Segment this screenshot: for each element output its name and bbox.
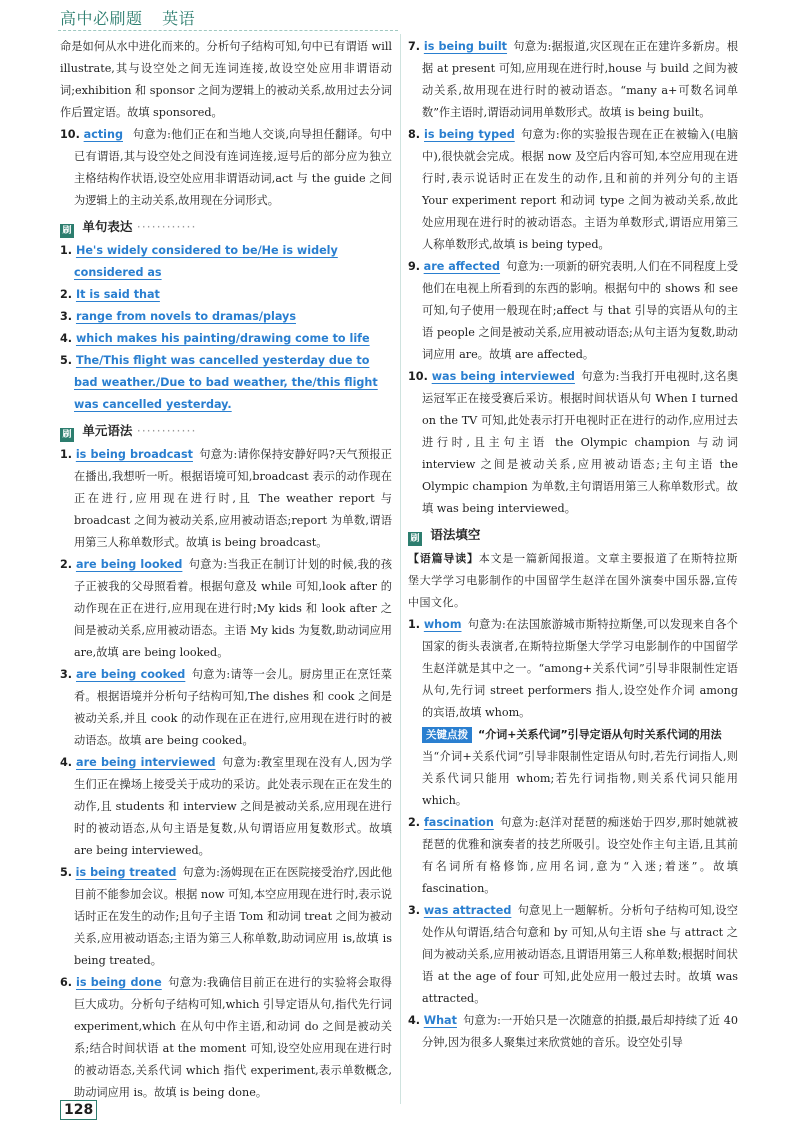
answer: range from novels to dramas/plays [75, 310, 296, 323]
grammar-item [60, 554, 392, 664]
grammar-item [408, 36, 738, 124]
dots-decoration: ············ [136, 219, 197, 234]
answer: are being looked [75, 558, 183, 571]
answer: The/This flight was cancelled yesterday due to bad weather./Due to bad weather, the/this flight was cancelled yesterday. [74, 354, 378, 411]
left-column [60, 36, 392, 1104]
item-number: 1. [60, 448, 73, 461]
key-point-badge: 关键点拨 [422, 727, 472, 743]
item-number: 1. [408, 618, 421, 631]
lead-label: 【语篇导读】 [408, 552, 479, 565]
section-heading-grammar-cloze [408, 524, 738, 546]
item-number: 10. [408, 370, 428, 383]
explanation: 句意为:当我打开电视时,这名奥运冠军正在接受赛后采访。根据时间状语从句 When I turned on the TV 可知,此处表示打开电视时正在进行的动作,应用过去进行时,且主句主语 the Olympic champion 与动词 interview 之间是被动关系,应用被动语态;主句主语 the Olympic champion 为单数,主句谓语用第三人称单数形式。故填 was being interviewed。 [422, 370, 739, 515]
section-title: 语法填空 [430, 527, 481, 542]
intro-paragraph: 命是如何从水中进化而来的。分析句子结构可知,句中已有谓语 will illustrate,其与设空处之间无连词连接,故设空处应用非谓语动词;exhibition 和 sponsor 之间为逻辑上的被动关系,故用过去分词作后置定语。故填 sponsored。 [60, 40, 392, 119]
item-number: 2. [408, 816, 421, 829]
answer: is being treated [75, 866, 177, 879]
section-heading-sentence-expression [60, 216, 392, 238]
item-number: 6. [60, 976, 73, 989]
grammar-item [60, 664, 392, 752]
grammar-item [60, 752, 392, 862]
page-number: 128 [60, 1100, 97, 1120]
explanation: 句意见上一题解析。分析句子结构可知,设空处作从句谓语,结合句意和 by 可知,从句主语 she 与 attract 之间为被动关系,应用被动语态,且谓语用第三人称单数;根据时间状语 at the age of four 可知,此处应用一般过去时。故填 was attracted。 [422, 904, 738, 1005]
answer: He's widely considered to be/He is widely considered as [74, 244, 338, 279]
item-number: 1. [60, 244, 73, 257]
item-number: 5. [60, 354, 73, 367]
explanation: 句意为:他们正在和当地人交谈,向导担任翻译。句中已有谓语,其与设空处之间没有连词连接,逗号后的部分应为独立主格结构作状语,设空处应用非谓语动词,act 与 the guide 之间为逻辑上的主动关系,故用现在分词形式。 [74, 128, 392, 207]
answer: which makes his painting/drawing come to life [75, 332, 370, 345]
explanation: 句意为:请等一会儿。厨房里正在烹饪菜肴。根据语境并分析句子结构可知,The dishes 和 cook 之间是被动关系,并且 cook 的动作现在正在进行,应用现在进行时的被动语态。故填 are being cooked。 [74, 668, 392, 747]
item-number: 7. [408, 40, 421, 53]
explanation: 句意为:据报道,灾区现在正在建许多新房。根据 at present 可知,应用现在进行时,house 与 build 之间为被动关系,故用现在进行时的被动语态。“many a+可数名词单数”作主语时,谓语动词用单数形式。故填 is being built。 [422, 40, 739, 119]
list-item [60, 306, 392, 328]
explanation: 句意为:赵洋对琵琶的痴迷始于四岁,那时她就被琵琶的优雅和演奏者的技艺所吸引。设空处作主句主语,且其前有名词所有格修饰,应用名词,意为“入迷;着迷”。故填 fascination。 [422, 816, 739, 895]
key-point-text: 当“介词+关系代词”引导非限制性定语从句时,若先行词指人,则关系代词只能用 whom;若先行词指物,则关系代词只能用 which。 [422, 750, 738, 807]
answer: are affected [423, 260, 501, 273]
list-item [60, 350, 392, 416]
explanation: 句意为:当我正在制订计划的时候,我的孩子正被我的父母照看着。根据句意及 while 可知,look after 的动作现在正在进行,应用现在进行时;My kids 和 look after 之间是被动关系,应用被动语态。主语 My kids 为复数,助动词应用 are,故填 are being looked。 [74, 558, 393, 659]
answer: are being interviewed [76, 756, 216, 769]
brush-icon: 刷 [60, 224, 74, 238]
cloze-item [408, 812, 738, 900]
answer: What [423, 1014, 457, 1027]
answer: acting [83, 128, 123, 141]
brush-icon: 刷 [408, 532, 422, 546]
answer: whom [423, 618, 462, 631]
grammar-item [408, 124, 738, 256]
explanation: 句意为:教室里现在没有人,因为学生们正在操场上接受关于成功的采访。此处表示现在正在发生的动作,且 students 和 interview 之间是被动关系,应用现在进行时的被动语态,从句主语是复数,从句谓语应用复数形式。故填 are being interviewed。 [74, 756, 393, 857]
answer: is being broadcast [75, 448, 193, 461]
grammar-item [60, 444, 392, 554]
grammar-item [60, 972, 392, 1104]
item-number: 5. [60, 866, 73, 879]
explanation: 句意为:请你保持安静好吗?天气预报正在播出,我想听一听。根据语境可知,broadcast 表示的动作现在正在进行,应用现在进行时,且 The weather report 与 broadcast 之间为被动关系,应用被动语态;report 为单数,谓语用第三人称单数形式。故填 is being broadcast。 [74, 448, 392, 549]
answer: was being interviewed [431, 370, 575, 383]
key-point-heading [408, 724, 738, 746]
explanation: 句意为:你的实验报告现在正在被输入(电脑中),很快就会完成。根据 now 及空后内容可知,本空应用现在进行时,表示说话时正在发生的动作,且和前的并列分句的主语 Your experiment report 和动词 type 之间为被动关系,故此处应用现在进行时的被动语态。主语为单数形式,谓语应用第三人称单数形式,故填 is being typed。 [422, 128, 739, 251]
item-10 [60, 124, 392, 212]
section-heading-unit-grammar [60, 420, 392, 442]
brush-icon: 刷 [60, 428, 74, 442]
sentence-list [60, 240, 392, 416]
answer: was attracted [423, 904, 512, 917]
answer: is being built [423, 40, 508, 53]
answer: It is said that [75, 288, 160, 301]
item-number: 8. [408, 128, 421, 141]
item-number: 3. [60, 310, 73, 323]
item-number: 4. [60, 756, 73, 769]
explanation: 句意为:一项新的研究表明,人们在不同程度上受他们在电视上所看到的东西的影响。根据句中的 shows 和 see 可知,句子使用一般现在时;affect 与 that 引导的宾语从句的主语 people 之间是被动关系,应用被动语态;从句主语为复数,助动词应用 are。故填 are affected。 [422, 260, 739, 361]
key-point-title: “介词+关系代词”引导定语从句时关系代词的用法 [478, 728, 722, 741]
book-title: 高中必刷题 [60, 9, 143, 28]
lead-text: 本文是一篇新闻报道。文章主要报道了在斯特拉斯堡大学学习电影制作的中国留学生赵洋在国外演奏中国乐器,宣传中国文化。 [408, 552, 739, 609]
list-item [60, 284, 392, 306]
column-divider [400, 34, 401, 1104]
section-title: 单句表达 [82, 219, 133, 234]
item-number: 2. [60, 558, 73, 571]
passage-intro [408, 548, 738, 614]
item-number: 9. [408, 260, 421, 273]
grammar-item [408, 366, 738, 520]
answer: is being typed [424, 128, 515, 141]
item-number: 4. [60, 332, 73, 345]
cloze-item [408, 614, 738, 724]
cloze-item [408, 900, 738, 1010]
list-item [60, 240, 392, 284]
grammar-item [408, 256, 738, 366]
right-column [408, 36, 738, 1054]
item-number: 4. [408, 1014, 421, 1027]
item-number: 3. [408, 904, 421, 917]
grammar-item [60, 862, 392, 972]
item-number: 10. [60, 128, 80, 141]
cloze-item [408, 1010, 738, 1054]
item-number: 2. [60, 288, 73, 301]
answer: are being cooked [75, 668, 186, 681]
explanation: 句意为:汤姆现在正在医院接受治疗,因此他目前不能参加会议。根据 now 可知,本空应用现在进行时,表示说话时正在发生的动作;且句子主语 Tom 和动词 treat 之间为被动关系,应用被动语态;主语为第三人称单数,助动词应用 is,故填 is being treated。 [74, 866, 393, 967]
answer: is being done [76, 976, 162, 989]
explanation: 句意为:一开始只是一次随意的拍摄,最后却持续了近 40 分钟,因为很多人聚集过来欣赏她的音乐。设空处引导 [422, 1014, 738, 1049]
explanation: 句意为:在法国旅游城市斯特拉斯堡,可以发现来自各个国家的街头表演者,在斯特拉斯堡大学学习电影制作的中国留学生赵洋就是其中之一。“among+关系代词”引导非限制性定语从句,先行词 street performers 指人,设空处作介词 among 的宾语,故填 whom。 [422, 618, 738, 719]
header-divider [58, 30, 398, 31]
section-title: 单元语法 [82, 423, 133, 438]
list-item [60, 328, 392, 350]
answer: fascination [423, 816, 494, 829]
dots-decoration: ············ [136, 423, 197, 438]
page-header [60, 6, 209, 29]
item-number: 3. [60, 668, 73, 681]
subject-title: 英语 [162, 9, 196, 28]
explanation: 句意为:我确信目前正在进行的实验将会取得巨大成功。分析句子结构可知,which 引导定语从句,指代先行词 experiment,which 在从句中作主语,和动词 do 之间是被动关系;结合时间状语 at the moment 可知,设空处应用现在进行时的被动语态,关系代词 which 指代 experiment,表示单数概念,助动词应用 is。故填 is being done。 [74, 976, 392, 1099]
